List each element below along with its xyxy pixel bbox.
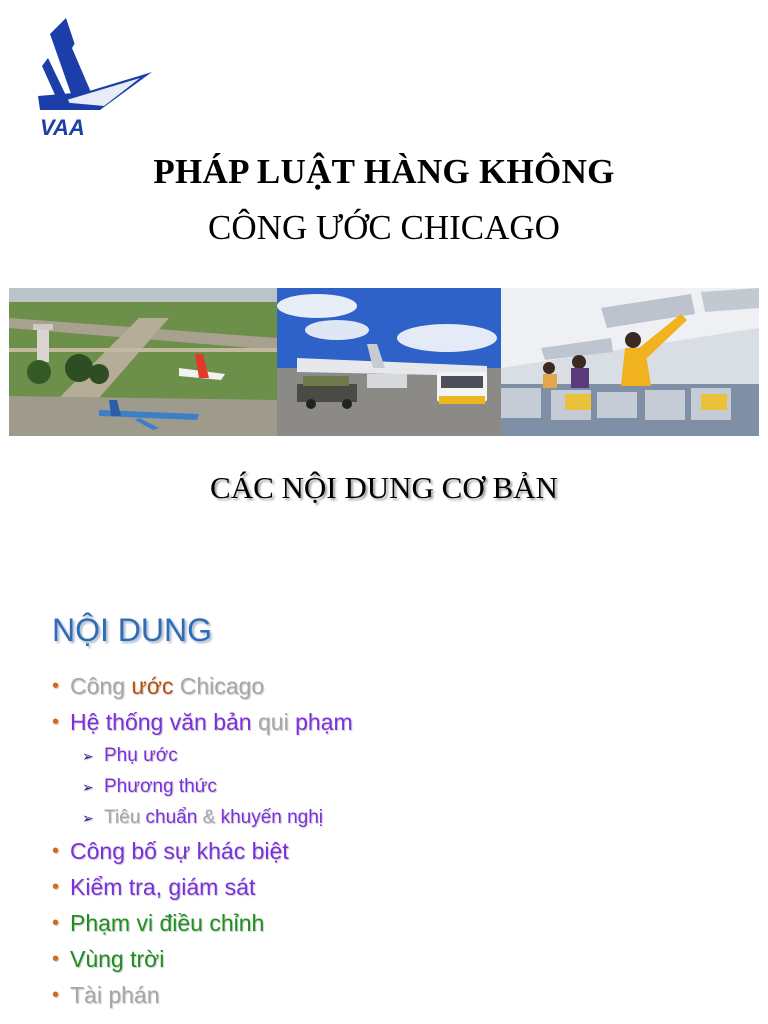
- arrow-bullet-icon: ➢: [82, 810, 94, 826]
- list-item-text: Phạm vi điều chỉnh: [70, 910, 265, 936]
- content-list: [52, 670, 353, 1015]
- list-item-text: Vùng trời: [70, 946, 165, 972]
- list-item-text: Phương thức: [104, 776, 217, 797]
- list-subitem-annex: [52, 742, 353, 773]
- list-item-text: &: [197, 807, 221, 828]
- list-item-text: qui: [257, 709, 289, 735]
- content-title: NỘI DUNG: [52, 612, 212, 648]
- list-item-text: Chicago: [173, 673, 265, 699]
- page-title: PHÁP LUẬT HÀNG KHÔNG: [153, 152, 615, 191]
- arrow-bullet-icon: ➢: [82, 748, 94, 764]
- list-item-legal-system: [52, 706, 353, 742]
- list-item-text: phạm: [288, 709, 353, 735]
- list-item-jurisdiction: [52, 979, 353, 1015]
- logo-text: VAA: [40, 115, 85, 140]
- aircraft-cabin-photo: [501, 288, 759, 436]
- list-item-text: chuẩn: [145, 807, 198, 828]
- page-subtitle: CÔNG ƯỚC CHICAGO: [208, 208, 560, 247]
- vaa-logo: [30, 18, 160, 140]
- list-item-text: Kiểm tra, giám sát: [70, 874, 256, 900]
- list-item-text: Hệ thống văn bản: [70, 709, 258, 735]
- list-item-text: ước: [131, 673, 174, 699]
- section-heading: CÁC NỘI DUNG CƠ BẢN: [210, 470, 558, 505]
- list-item-text: Tiêu: [104, 807, 146, 828]
- list-item-text: khuyến nghị: [220, 807, 324, 828]
- list-item-text: Phụ ước: [104, 745, 178, 766]
- list-item-inspection: [52, 871, 353, 907]
- list-subitem-standards: [52, 804, 353, 835]
- list-item-chicago-convention: [52, 670, 353, 706]
- ground-vehicles-photo: [277, 288, 501, 436]
- list-item-text: Công: [70, 673, 132, 699]
- photo-banner: [9, 288, 759, 436]
- list-item-airspace: [52, 943, 353, 979]
- list-item-text: Tài phán: [70, 982, 160, 1008]
- arrow-bullet-icon: ➢: [82, 779, 94, 795]
- list-item-differences: [52, 835, 353, 871]
- list-item-text: Công bố sự khác biệt: [70, 838, 289, 864]
- list-subitem-procedures: [52, 773, 353, 804]
- airport-apron-photo: [9, 288, 277, 436]
- list-item-scope: [52, 907, 353, 943]
